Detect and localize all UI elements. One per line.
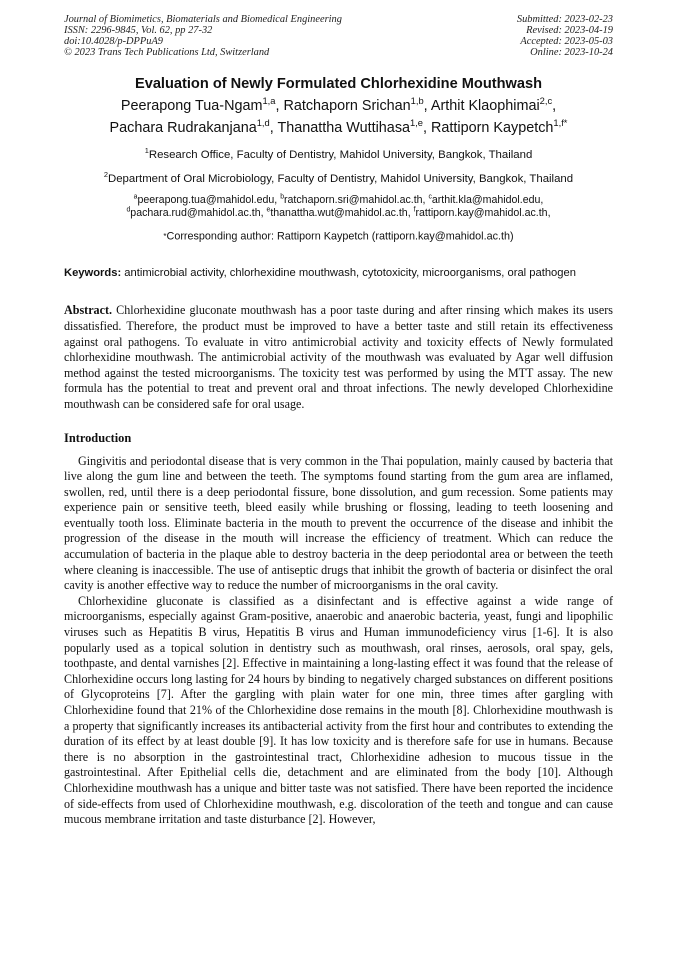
- abstract-label: Abstract.: [64, 303, 113, 318]
- keywords-label: Keywords:: [64, 267, 122, 280]
- author-name: Thanattha Wuttihasa: [277, 120, 411, 136]
- keywords: [64, 267, 613, 280]
- author-name: Ratchaporn Srichan: [283, 98, 411, 114]
- author-emails: [64, 194, 613, 220]
- author-name: Rattiporn Kaypetch: [431, 120, 554, 136]
- abstract: [64, 303, 613, 412]
- author-separator: ,: [423, 120, 432, 136]
- author-affiliation-marker: 2,c: [539, 96, 553, 107]
- author-affiliation-marker: 1,b: [410, 96, 424, 107]
- author-affiliation-marker: 1,e: [410, 118, 424, 129]
- author-separator: ,: [423, 98, 431, 114]
- affiliation-marker: 1: [144, 146, 149, 156]
- date-accepted: Accepted: 2023-05-03: [520, 36, 613, 47]
- paragraph: Gingivitis and periodontal disease that is very common in the Thai population, mainly caused by bacteria that live along the gum line and between the teeth. The symptoms found starting from the gum area are inflamed, swollen, red, until there is a deep periodontal fissure, bone dissolution, and gum recession. Some patients may experience pain or sensitive teeth, bleed easily while brushing or flossing, leading to teeth loosening and eventually tooth loss. Eliminate bacteria in the mouth to prevent the occurrence of the disease and inhibit the progression of the disease in the mouth will increase the efficiency of treatment. Which can reduce the accumulation of bacteria in the plaque able to destroy bacteria in the deep periodontal area or between the teeth where cleaning is inaccessible. The use of antiseptic drugs that inhibit the growth of bacteria or disinfect the oral cavity is another effective way to reduce the number of microorganisms in the oral cavity.: [64, 453, 613, 593]
- paper-page: [64, 14, 613, 828]
- corresponding-author: [64, 230, 613, 243]
- date-online: Online: 2023-10-24: [530, 47, 613, 58]
- publication-dates: [517, 14, 613, 58]
- asterisk-icon: *: [163, 232, 167, 241]
- affiliation-2: [64, 172, 613, 186]
- corresponding-label: Corresponding author:: [166, 230, 274, 243]
- email-line-1: [64, 194, 613, 207]
- author-affiliation-marker: 1,d: [256, 118, 270, 129]
- email-marker: b: [280, 193, 285, 201]
- author-affiliation-marker: 1,a: [262, 96, 276, 107]
- author-name: Pachara Rudrakanjana: [109, 120, 257, 136]
- email-link[interactable]: arthit.kla@mahidol.edu,: [431, 194, 544, 206]
- email-marker: e: [266, 206, 271, 214]
- abstract-text: Chlorhexidine gluconate mouthwash has a poor taste during and after rinsing which makes its users dissatisfied. Therefore, the product must be improved to have a better taste and still retain its effectiveness against oral pathogens. To evaluate in vitro antimicrobial activity and toxicity effects of Newly formulated chlorhexidine mouthwash. The antimicrobial activity of the mouthwash was evaluated by Agar well diffusion method against the tested microorganisms. The toxicity test was performed by using the MTT assay. The new formula has the potential to treat and prevent oral and throat infections. The newly developed Chlorhexidine mouthwash can be considered safe for oral usage.: [64, 303, 613, 411]
- journal-name: Journal of Biomimetics, Biomaterials and Biomedical Engineering: [64, 14, 342, 25]
- author-separator: ,: [275, 98, 284, 114]
- journal-info: [64, 14, 342, 58]
- email-marker: f: [413, 206, 416, 214]
- affiliation-marker: 2: [103, 170, 108, 180]
- journal-issn: ISSN: 2296-9845, Vol. 62, pp 27-32: [64, 25, 213, 36]
- email-marker: a: [133, 193, 138, 201]
- email-link[interactable]: pachara.rud@mahidol.ac.th,: [130, 207, 267, 219]
- author-separator: ,: [552, 98, 557, 114]
- journal-copyright: © 2023 Trans Tech Publications Ltd, Switzerland: [64, 47, 270, 58]
- journal-header: [64, 14, 613, 58]
- author-line-2: [64, 117, 613, 139]
- affiliation-text: Research Office, Faculty of Dentistry, Mahidol University, Bangkok, Thailand: [148, 149, 533, 161]
- affiliation-text: Department of Oral Microbiology, Faculty of Dentistry, Mahidol University, Bangkok, Thailand: [108, 173, 574, 185]
- email-marker: c: [428, 193, 432, 201]
- email-link[interactable]: thanattha.wut@mahidol.ac.th,: [270, 207, 414, 219]
- author-separator: ,: [269, 120, 278, 136]
- email-marker: d: [126, 206, 131, 214]
- email-line-2: [64, 207, 613, 220]
- author-name: Arthit Klaophimai: [430, 98, 540, 114]
- corresponding-text: Rattiporn Kaypetch (rattiporn.kay@mahidol.ac.th): [273, 230, 514, 243]
- date-submitted: Submitted: 2023-02-23: [516, 14, 613, 25]
- affiliation-1: [64, 148, 613, 162]
- keywords-text: antimicrobial activity, chlorhexidine mouthwash, cytotoxicity, microorganisms, oral pathogen: [121, 267, 576, 280]
- paragraph: Chlorhexidine gluconate is classified as a disinfectant and is effective against a wide range of microorganisms, especially against Gram-positive, anaerobic and anaerobic bacteria, yeast, fungi and lipophilic viruses such as Hepatitis B virus, Hepatitis B virus and Human immunodeficiency virus [1-6]. It is also popularly used as a topical solution in dentistry such as mouthwash, oral rinses, aerosols, oral spay, gels, toothpaste, and dental varnishes [2]. Effective in maintaining a long-lasting effect it was found that the release of Chlorhexidine occurs long lasting for 24 hours by binding to negatively charged substances on different positions of Glycoproteins [7]. After the gargling with plain water for one min, three times after gargling with Chlorhexidine found that 21% of the Chlorhexidine dose remains in the mouth [8]. Chlorhexidine mouthwash is a property that significantly increases its antibacterial activity from the first hour and contributes to extending the duration of its effect by at least double [9]. It has low toxicity and is therefore safe for use in humans. Because there is no absorption in the gastrointestinal tract, Chlorhexidine adhesion to mucous tissue in the gastrointestinal. After Epithelial cells die, detachment and are eliminated from the body [10]. Although Chlorhexidine mouthwash has a unique and bitter taste was not satisfied. There have been reported the incidence of side-effects from used of Chlorhexidine mouthwash, e.g. discoloration of the teeth and tongue and can cause mucous membrane irritation and taste disturbance [2]. However,: [64, 593, 613, 827]
- author-list: [64, 95, 613, 139]
- author-name: Peerapong Tua-Ngam: [120, 98, 263, 114]
- email-link[interactable]: peerapong.tua@mahidol.edu,: [137, 194, 281, 206]
- email-link[interactable]: ratchaporn.sri@mahidol.ac.th,: [284, 194, 429, 206]
- paper-title: Evaluation of Newly Formulated Chlorhexidine Mouthwash: [134, 76, 543, 92]
- section-heading-introduction: Introduction: [64, 430, 132, 445]
- date-revised: Revised: 2023-04-19: [526, 25, 613, 36]
- author-affiliation-marker: 1,f*: [553, 118, 568, 129]
- journal-doi[interactable]: doi:10.4028/p-DPPuA9: [64, 36, 163, 47]
- email-link[interactable]: rattiporn.kay@mahidol.ac.th,: [415, 207, 551, 219]
- author-line-1: [64, 95, 613, 117]
